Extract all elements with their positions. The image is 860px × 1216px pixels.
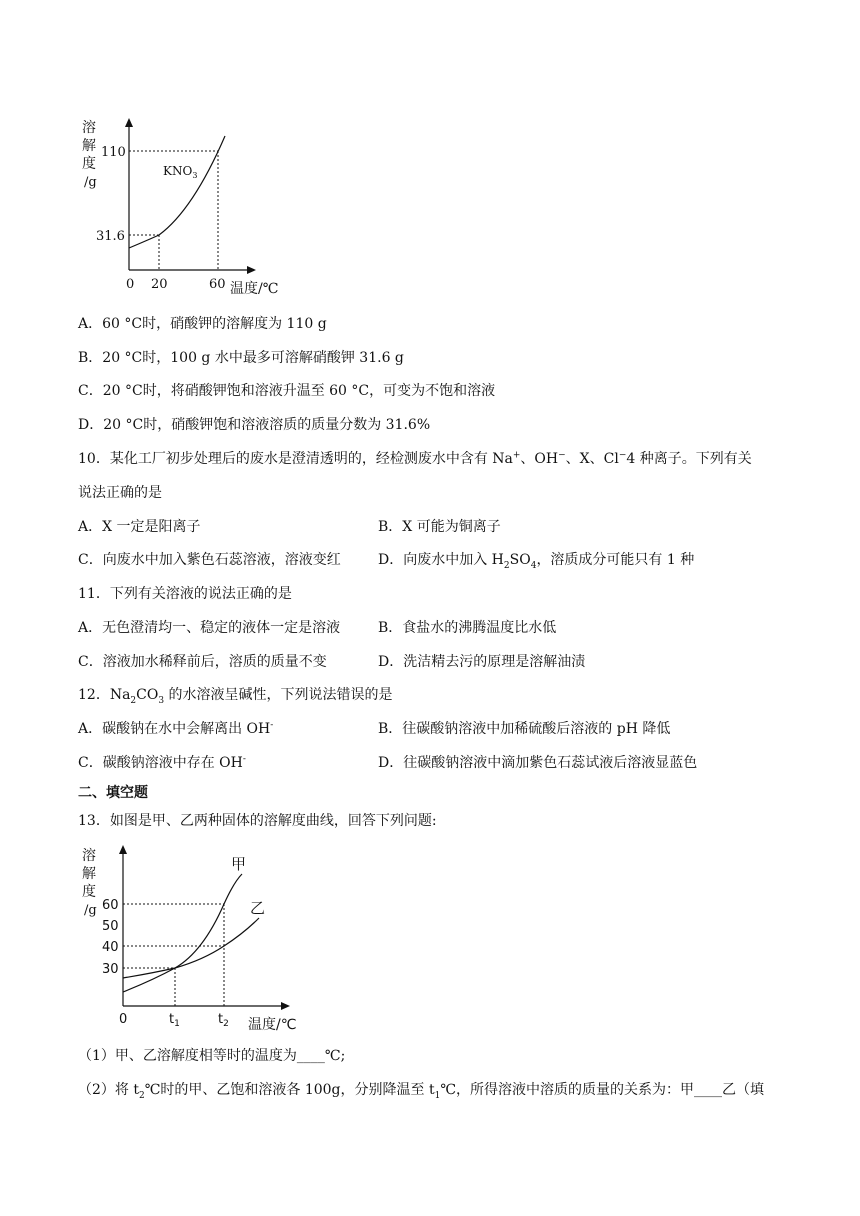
chart1-ylabel-2: 解 (82, 138, 96, 154)
q11-option-d: D．洗洁精去污的原理是溶解油渍 (378, 654, 586, 670)
yi-curve (123, 918, 259, 978)
q11-stem: 11．下列有关溶液的说法正确的是 (78, 586, 292, 602)
q12-option-d: D．往碳酸钠溶液中滴加紫色石蕊试液后溶液显蓝色 (378, 755, 698, 771)
chart1-xtick-0: 0 (126, 277, 135, 292)
yi-series-label: 乙 (250, 899, 266, 917)
q11-option-b: B．食盐水的沸腾温度比水低 (378, 620, 557, 636)
chart2-ylabel-2: 解 (82, 866, 96, 882)
q9-option-d: D．20 °C时，硝酸钾饱和溶液溶质的质量分数为 31.6% (78, 417, 431, 433)
chart1-ytick-110: 110 (101, 145, 126, 160)
section-title-fill-in: 二、填空题 (78, 785, 148, 801)
q10-option-d: D．向废水中加入 $H_2SO_4$，溶质成分可能只有 1 种 (378, 552, 695, 571)
q9-option-c: C．20 °C时，将硝酸钾饱和溶液升温至 60 °C，可变为不饱和溶液 (78, 383, 496, 399)
chart2-ylabel-3: 度 (82, 884, 96, 900)
kno3-series-label: $KNO_3$ (163, 164, 198, 180)
chart1-ylabel-3: 度 (82, 156, 96, 172)
q9-option-a: A．60 °C时，硝酸钾的溶解度为 110 g (78, 316, 327, 332)
chart2-ytick-30: 30 (102, 962, 119, 977)
chart2-xlabel: 温度/℃ (248, 1017, 297, 1033)
q10-option-a: A．X 一定是阳离子 (78, 519, 201, 535)
chart1-x-arrow (247, 266, 256, 274)
kno3-curve (129, 136, 225, 248)
jia-series-label: 甲 (231, 855, 247, 873)
q9-option-b: B．20 °C时，100 g 水中最多可溶解硝酸钾 31.6 g (78, 350, 404, 366)
chart2-y-arrow (119, 845, 127, 854)
chart2-ylabel-4: /g (84, 903, 97, 918)
q13-part2-blank[interactable]: ____ (694, 1082, 722, 1098)
q10-stem-line2: 说法正确的是 (78, 485, 162, 501)
q11-option-a: A．无色澄清均一、稳定的液体一定是溶液 (78, 620, 341, 636)
chart2-xtick-0: 0 (119, 1012, 128, 1027)
chart1-ylabel-4: /g (84, 175, 97, 190)
q12-option-c: C．碳酸钠溶液中存在 OH- (78, 754, 246, 771)
chart1-ytick-31: 31.6 (96, 229, 125, 244)
chart2-ytick-40: 40 (102, 940, 119, 955)
q10-option-b: B．X 可能为铜离子 (378, 519, 501, 535)
q10-option-c: C．向废水中加入紫色石蕊溶液，溶液变红 (78, 552, 341, 568)
chart2-ylabel-1: 溶 (82, 848, 96, 864)
chart1-xlabel: 温度/℃ (230, 281, 279, 297)
jia-yi-solubility-chart (78, 840, 308, 1040)
q13-part2: （2）将 $t_2℃$时的甲、乙饱和溶液各 100g，分别降温至 $t_1℃$，所得溶液中溶质的质量的关系为：甲____乙（填 (78, 1082, 764, 1101)
chart2-ytick-50: 50 (102, 919, 119, 934)
chart2-xtick-t1: $t_1$ (169, 1012, 180, 1029)
q12-stem: 12．$Na_2CO_3$ 的水溶液呈碱性，下列说法错误的是 (78, 687, 393, 706)
q10-stem: 10．某化工厂初步处理后的废水是澄清透明的，经检测废水中含有 Na+、OH−、X、Cl−4 种离子。下列有关 (78, 450, 752, 467)
q13-part1-blank[interactable]: ____ (296, 1048, 325, 1064)
chart2-ytick-60: 60 (102, 898, 119, 913)
chart1-ylabel-1: 溶 (82, 120, 96, 136)
chart1-xtick-60: 60 (209, 277, 226, 292)
q12-option-b: B．往碳酸钠溶液中加稀硫酸后溶液的 pH 降低 (378, 721, 671, 737)
chart1-xtick-20: 20 (151, 277, 168, 292)
q13-part1: （1）甲、乙溶解度相等时的温度为____℃; (78, 1048, 346, 1064)
chart1-y-arrow (125, 118, 133, 127)
q12-option-a: A．碳酸钠在水中会解离出 OH- (78, 720, 274, 737)
chart2-x-arrow (281, 1002, 290, 1010)
q13-stem: 13．如图是甲、乙两种固体的溶解度曲线，回答下列问题: (78, 813, 437, 829)
q11-option-c: C．溶液加水稀释前后，溶质的质量不变 (78, 654, 327, 670)
kno3-solubility-chart (78, 112, 298, 302)
chart2-xtick-t2: $t_2$ (218, 1012, 229, 1029)
